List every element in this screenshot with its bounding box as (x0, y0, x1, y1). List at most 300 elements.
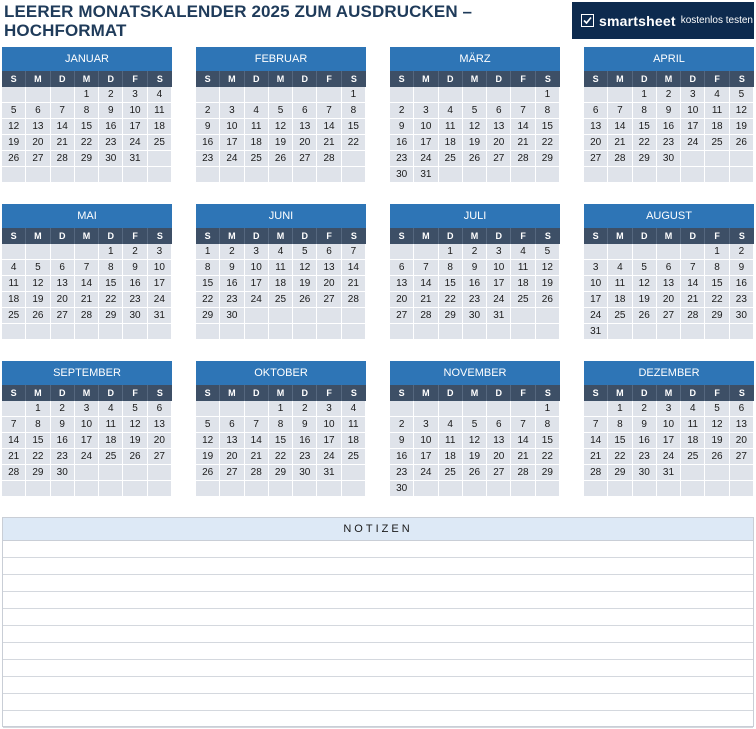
day-cell: 12 (196, 433, 220, 449)
day-cell: 14 (511, 433, 535, 449)
day-cell: 1 (536, 87, 560, 103)
day-cell: 30 (99, 151, 123, 167)
weekday-label: S (738, 388, 745, 398)
day-cell: 21 (51, 135, 75, 151)
month-title: JULI (390, 204, 560, 228)
day-cell: 26 (705, 449, 729, 465)
day-cell: 7 (245, 417, 269, 433)
empty-cell (536, 167, 560, 183)
day-cell: 20 (487, 135, 511, 151)
weekday-label: M (608, 385, 632, 401)
day-cell: 27 (487, 465, 511, 481)
day-cell: 18 (511, 276, 535, 292)
day-cell: 15 (269, 433, 293, 449)
day-cell: 14 (317, 119, 341, 135)
notes-heading: NOTIZEN (3, 518, 753, 541)
empty-cell (245, 308, 269, 324)
day-cell: 19 (633, 292, 657, 308)
weekday-header (390, 385, 560, 401)
day-cell: 6 (487, 417, 511, 433)
day-cell: 14 (245, 433, 269, 449)
empty-cell (99, 167, 123, 183)
day-cell: 11 (269, 260, 293, 276)
day-cell: 24 (487, 292, 511, 308)
day-cell: 20 (390, 292, 414, 308)
day-cell: 1 (75, 87, 99, 103)
day-cell: 1 (633, 87, 657, 103)
day-cell: 24 (123, 135, 147, 151)
day-cell: 31 (414, 167, 438, 183)
trial-link[interactable]: kostenlos testen (680, 15, 753, 26)
note-line[interactable] (3, 558, 753, 575)
empty-cell (487, 481, 511, 497)
empty-cell (608, 481, 632, 497)
day-cell: 5 (293, 244, 317, 260)
empty-cell (75, 244, 99, 260)
note-line[interactable] (3, 609, 753, 626)
empty-cell (657, 324, 681, 340)
empty-cell (511, 167, 535, 183)
day-cell: 18 (342, 433, 366, 449)
day-cell: 14 (608, 119, 632, 135)
empty-cell (463, 87, 487, 103)
empty-cell (705, 465, 729, 481)
day-cell: 18 (99, 433, 123, 449)
day-cell: 15 (705, 276, 729, 292)
weekday-label: S (584, 385, 608, 401)
day-cell: 23 (730, 292, 754, 308)
weekday-label: S (350, 231, 357, 241)
empty-cell (608, 324, 632, 340)
day-cell: 15 (99, 276, 123, 292)
day-cell: 12 (633, 276, 657, 292)
empty-cell (317, 481, 341, 497)
day-cell: 23 (99, 135, 123, 151)
day-cell: 21 (75, 292, 99, 308)
day-cell: 28 (511, 151, 535, 167)
day-cell: 17 (220, 135, 244, 151)
empty-cell (730, 481, 754, 497)
weekday-label: D (439, 228, 463, 244)
day-cell: 11 (705, 103, 729, 119)
empty-cell (75, 465, 99, 481)
empty-cell (681, 244, 705, 260)
day-cell: 6 (390, 260, 414, 276)
weekday-label: D (99, 385, 123, 401)
day-cell: 4 (705, 87, 729, 103)
day-cell: 5 (463, 417, 487, 433)
day-cell: 3 (148, 244, 172, 260)
day-cell: 28 (317, 151, 341, 167)
weekday-label: M (463, 228, 487, 244)
day-cell: 25 (608, 308, 632, 324)
day-cell: 6 (26, 103, 50, 119)
empty-cell (26, 244, 50, 260)
day-cell: 23 (390, 465, 414, 481)
day-cell: 9 (51, 417, 75, 433)
weekday-label: S (350, 388, 357, 398)
weekday-label: M (657, 385, 681, 401)
weekday-label: M (657, 71, 681, 87)
empty-cell (681, 481, 705, 497)
empty-cell (99, 324, 123, 340)
day-cell: 7 (317, 103, 341, 119)
day-cell: 10 (220, 119, 244, 135)
day-cell: 23 (51, 449, 75, 465)
weekday-header (196, 71, 366, 87)
empty-cell (439, 324, 463, 340)
notes-section (2, 517, 754, 727)
day-cell: 10 (487, 260, 511, 276)
day-cell: 6 (293, 103, 317, 119)
day-cell: 17 (681, 119, 705, 135)
day-cell: 18 (245, 135, 269, 151)
weekday-label: D (293, 228, 317, 244)
day-cell: 14 (2, 433, 26, 449)
day-cell: 18 (269, 276, 293, 292)
empty-cell (414, 324, 438, 340)
weekday-label: D (293, 385, 317, 401)
day-cell: 12 (705, 417, 729, 433)
day-cell: 11 (99, 417, 123, 433)
note-line[interactable] (3, 677, 753, 694)
day-cell: 21 (317, 135, 341, 151)
day-cell: 4 (608, 260, 632, 276)
day-cell: 12 (293, 260, 317, 276)
day-cell: 6 (220, 417, 244, 433)
day-cell: 28 (414, 308, 438, 324)
day-cell: 14 (414, 276, 438, 292)
weekday-label: D (51, 71, 75, 87)
day-cell: 8 (536, 417, 560, 433)
day-cell: 27 (148, 449, 172, 465)
day-cell: 4 (511, 244, 535, 260)
day-cell: 26 (293, 292, 317, 308)
day-cell: 31 (123, 151, 147, 167)
day-cell: 7 (511, 103, 535, 119)
day-cell: 5 (2, 103, 26, 119)
month-11 (390, 361, 560, 497)
empty-cell (705, 151, 729, 167)
weekday-label: S (156, 74, 163, 84)
empty-cell (584, 481, 608, 497)
day-cell: 12 (463, 119, 487, 135)
day-cell: 26 (730, 135, 754, 151)
weekday-label: S (738, 74, 745, 84)
day-cell: 13 (487, 433, 511, 449)
day-cell: 26 (633, 308, 657, 324)
day-cell: 17 (414, 135, 438, 151)
page-title: LEERER MONATSKALENDER 2025 ZUM AUSDRUCKEN – HOCHFORMAT (4, 2, 473, 40)
empty-cell (657, 244, 681, 260)
day-cell: 26 (463, 465, 487, 481)
day-cell: 24 (245, 292, 269, 308)
empty-cell (51, 481, 75, 497)
empty-cell (657, 481, 681, 497)
empty-cell (245, 481, 269, 497)
day-cell: 29 (75, 151, 99, 167)
day-cell: 29 (536, 151, 560, 167)
day-cell: 13 (293, 119, 317, 135)
empty-cell (584, 167, 608, 183)
weekday-label: M (414, 228, 438, 244)
day-cell: 1 (608, 401, 632, 417)
month-10 (196, 361, 366, 497)
weekday-label: M (26, 385, 50, 401)
day-cell: 6 (148, 401, 172, 417)
empty-cell (487, 87, 511, 103)
day-cell: 4 (269, 244, 293, 260)
day-cell: 21 (608, 135, 632, 151)
day-cell: 13 (657, 276, 681, 292)
day-cell: 16 (220, 276, 244, 292)
day-cell: 6 (487, 103, 511, 119)
day-cell: 28 (51, 151, 75, 167)
day-cell: 28 (75, 308, 99, 324)
empty-cell (681, 151, 705, 167)
day-grid (2, 87, 172, 183)
day-cell: 9 (657, 103, 681, 119)
weekday-label: S (156, 388, 163, 398)
day-cell: 29 (439, 308, 463, 324)
day-cell: 11 (608, 276, 632, 292)
empty-cell (511, 324, 535, 340)
smartsheet-banner[interactable] (572, 2, 754, 39)
day-cell: 21 (2, 449, 26, 465)
empty-cell (51, 87, 75, 103)
weekday-label: F (511, 228, 535, 244)
day-cell: 28 (681, 308, 705, 324)
empty-cell (26, 167, 50, 183)
empty-cell (705, 167, 729, 183)
weekday-label: S (2, 385, 26, 401)
day-cell: 23 (463, 292, 487, 308)
note-line[interactable] (3, 592, 753, 609)
day-cell: 12 (463, 433, 487, 449)
day-cell: 11 (342, 417, 366, 433)
day-cell: 25 (439, 151, 463, 167)
day-cell: 13 (487, 119, 511, 135)
empty-cell (681, 324, 705, 340)
empty-cell (123, 465, 147, 481)
day-cell: 30 (123, 308, 147, 324)
notes-lines (3, 541, 753, 728)
day-cell: 19 (123, 433, 147, 449)
day-cell: 20 (584, 135, 608, 151)
weekday-label: M (269, 71, 293, 87)
weekday-label: M (414, 71, 438, 87)
weekday-label: S (544, 74, 551, 84)
month-title: OKTOBER (196, 361, 366, 385)
day-cell: 4 (439, 417, 463, 433)
day-cell: 8 (342, 103, 366, 119)
empty-cell (317, 167, 341, 183)
day-cell: 1 (99, 244, 123, 260)
empty-cell (2, 167, 26, 183)
weekday-label: S (156, 231, 163, 241)
day-cell: 20 (317, 276, 341, 292)
empty-cell (511, 308, 535, 324)
day-cell: 17 (317, 433, 341, 449)
empty-cell (99, 481, 123, 497)
empty-cell (705, 324, 729, 340)
day-cell: 13 (26, 119, 50, 135)
day-cell: 22 (608, 449, 632, 465)
weekday-label: M (269, 228, 293, 244)
note-line[interactable] (3, 660, 753, 677)
day-cell: 13 (730, 417, 754, 433)
day-cell: 4 (99, 401, 123, 417)
weekday-label: D (681, 228, 705, 244)
day-cell: 24 (681, 135, 705, 151)
day-cell: 10 (657, 417, 681, 433)
day-cell: 19 (293, 276, 317, 292)
empty-cell (245, 87, 269, 103)
day-cell: 3 (414, 417, 438, 433)
day-cell: 23 (390, 151, 414, 167)
empty-cell (584, 87, 608, 103)
day-cell: 10 (414, 433, 438, 449)
empty-cell (293, 308, 317, 324)
day-cell: 7 (511, 417, 535, 433)
day-cell: 31 (584, 324, 608, 340)
day-cell: 24 (148, 292, 172, 308)
day-cell: 16 (633, 433, 657, 449)
day-cell: 25 (439, 465, 463, 481)
empty-cell (414, 481, 438, 497)
day-cell: 7 (584, 417, 608, 433)
empty-cell (51, 244, 75, 260)
note-line[interactable] (3, 643, 753, 660)
day-cell: 6 (584, 103, 608, 119)
empty-cell (511, 401, 535, 417)
note-line[interactable] (3, 541, 753, 558)
day-cell: 3 (681, 87, 705, 103)
day-cell: 2 (220, 244, 244, 260)
day-cell: 24 (317, 449, 341, 465)
empty-cell (511, 87, 535, 103)
day-cell: 21 (511, 135, 535, 151)
weekday-label: S (196, 385, 220, 401)
empty-cell (75, 167, 99, 183)
day-cell: 15 (439, 276, 463, 292)
day-cell: 18 (148, 119, 172, 135)
weekday-label: D (245, 228, 269, 244)
day-cell: 10 (75, 417, 99, 433)
day-cell: 27 (730, 449, 754, 465)
day-cell: 26 (2, 151, 26, 167)
brand-name: smartsheet (599, 12, 676, 29)
empty-cell (342, 167, 366, 183)
weekday-label: M (657, 228, 681, 244)
weekday-label: D (293, 71, 317, 87)
month-5 (2, 204, 172, 340)
day-cell: 3 (487, 244, 511, 260)
day-cell: 20 (730, 433, 754, 449)
day-cell: 7 (75, 260, 99, 276)
empty-cell (608, 87, 632, 103)
empty-cell (439, 481, 463, 497)
note-line[interactable] (3, 626, 753, 643)
month-title: JANUAR (2, 47, 172, 71)
day-cell: 2 (293, 401, 317, 417)
empty-cell (730, 324, 754, 340)
empty-cell (196, 481, 220, 497)
weekday-label: F (511, 385, 535, 401)
day-cell: 8 (196, 260, 220, 276)
day-cell: 5 (705, 401, 729, 417)
day-cell: 11 (148, 103, 172, 119)
empty-cell (196, 401, 220, 417)
day-cell: 4 (342, 401, 366, 417)
day-cell: 30 (463, 308, 487, 324)
day-cell: 9 (293, 417, 317, 433)
day-cell: 8 (99, 260, 123, 276)
day-cell: 13 (317, 260, 341, 276)
month-12 (584, 361, 754, 497)
empty-cell (584, 401, 608, 417)
day-cell: 29 (633, 151, 657, 167)
day-cell: 14 (342, 260, 366, 276)
empty-cell (293, 481, 317, 497)
day-cell: 15 (536, 119, 560, 135)
empty-cell (26, 481, 50, 497)
day-cell: 3 (123, 87, 147, 103)
empty-cell (730, 151, 754, 167)
weekday-label: D (245, 71, 269, 87)
day-cell: 4 (681, 401, 705, 417)
month-title: NOVEMBER (390, 361, 560, 385)
day-cell: 4 (245, 103, 269, 119)
empty-cell (148, 324, 172, 340)
day-cell: 11 (439, 433, 463, 449)
day-cell: 2 (123, 244, 147, 260)
weekday-label: D (487, 71, 511, 87)
day-cell: 24 (584, 308, 608, 324)
day-cell: 15 (536, 433, 560, 449)
day-cell: 9 (633, 417, 657, 433)
day-cell: 8 (536, 103, 560, 119)
weekday-label: M (75, 385, 99, 401)
day-cell: 16 (293, 433, 317, 449)
day-cell: 9 (390, 119, 414, 135)
weekday-label: F (705, 385, 729, 401)
note-line[interactable] (3, 694, 753, 711)
month-title: AUGUST (584, 204, 754, 228)
day-cell: 15 (633, 119, 657, 135)
empty-cell (681, 465, 705, 481)
day-cell: 23 (220, 292, 244, 308)
weekday-header (196, 385, 366, 401)
day-grid (390, 87, 560, 183)
note-line[interactable] (3, 575, 753, 592)
day-cell: 16 (730, 276, 754, 292)
empty-cell (293, 87, 317, 103)
empty-cell (123, 324, 147, 340)
day-cell: 30 (293, 465, 317, 481)
day-cell: 20 (26, 135, 50, 151)
day-cell: 2 (390, 103, 414, 119)
day-cell: 19 (2, 135, 26, 151)
day-cell: 11 (439, 119, 463, 135)
day-cell: 22 (633, 135, 657, 151)
weekday-label: D (245, 385, 269, 401)
day-cell: 30 (390, 167, 414, 183)
note-line[interactable] (3, 711, 753, 728)
day-cell: 4 (2, 260, 26, 276)
empty-cell (633, 481, 657, 497)
day-cell: 29 (536, 465, 560, 481)
